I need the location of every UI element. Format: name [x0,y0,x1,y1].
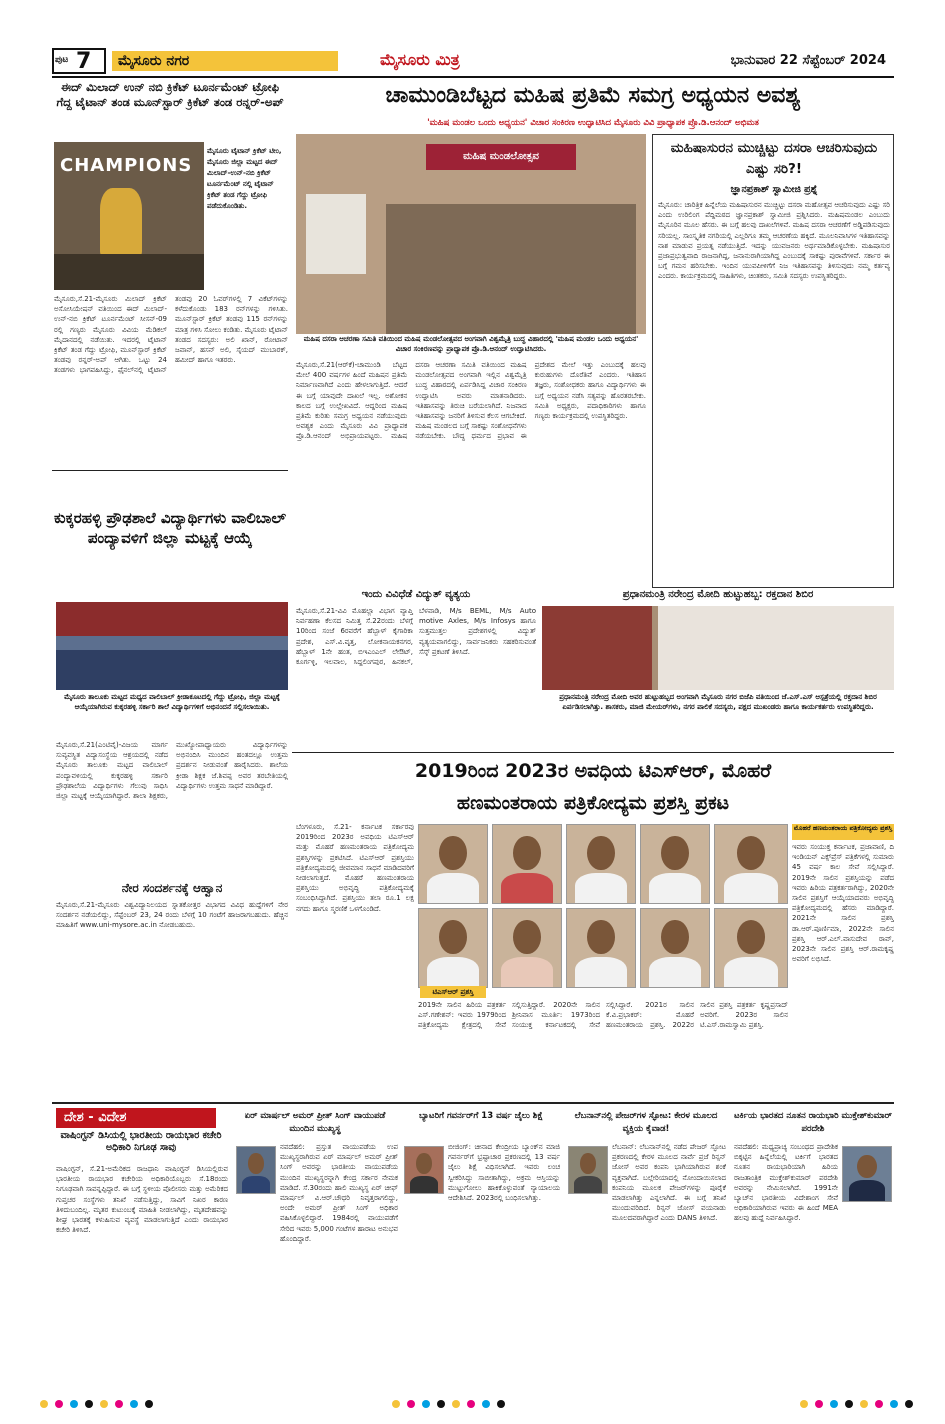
dot-magenta [115,1400,123,1408]
registration-marks-left [40,1400,153,1408]
chamundi-subhead: 'ಮಹಿಷ ಮಂಡಲ ಒಂದು ಅಧ್ಯಯನ' ವಿಚಾರ ಸಂಕಿರಣ ಉದ್ಘಾಟಿಸಿದ ಮೈಸೂರು ವಿವಿ ಪ್ರಾಧ್ಯಾಪಕ ಪ್ರೊ.ಡಿ.ಆನಂದ್ ಅಭಿಮತ [427,118,759,128]
modi-headline: ಪ್ರಧಾನಮಂತ್ರಿ ನರೇಂದ್ರ ಮೋದಿ ಹುಟ್ಟುಹಬ್ಬ: ರಕ್ತದಾನ ಶಿಬಿರ [622,589,814,600]
volleyball-caption: ಮೈಸೂರು ತಾಲೂಕು ಮಟ್ಟದ ಮಧ್ಯದ ವಾಲಿಬಾಲ್ ಕ್ರೀಡಾಕೂಟದಲ್ಲಿ ಗೆದ್ದು ಟ್ರೋಫಿ, ಜಿಲ್ಲಾ ಮಟ್ಟಕ್ಕೆ ಆಯ್ಕೆಯಾಗಿರುವ ಕುಕ್ಕರಹಳ್ಳಿ ಸರ್ಕಾರಿ ಶಾಲೆ ವಿದ್ಯಾರ್ಥಿಗಳಿಗೆ ಅಭಿನಂದನೆ ಸಲ್ಲಿಸಲಾಯಿತು. [64,693,280,711]
desha-videsha-label: ದೇಶ - ವಿದೇಶ [56,1108,216,1128]
photo-students [56,650,288,690]
chamundi-photo [296,134,646,334]
power-body: ಮೈಸೂರು,ಸೆ.21-ವಿವಿ ಮೊಹಲ್ಲಾ ವಿಭಾಗ ವ್ಯಾಪ್ತಿ ನಿರ್ವಹಣಾ ಕೆಲಸದ ನಿಮಿತ್ತ ಸೆ.22ರಂದು ಬೆಳಗ್ಗೆ 10ರಿಂದ ಸಂಜೆ 6ರವರೆಗೆ ಹೆಬ್ಬಾಳ್ ಕೈಗಾರಿಕಾ ಪ್ರದೇಶ, ಎಸ್.ವಿ.ವೃತ್ತ, ಲೋಕನಾಯಕನಗರ, ಹೆಬ್ಬಾಳ್ 1ನೇ ಹಂತ, ಬಿಇಎಂಎಲ್ ಲೇಔಟ್, ಕೂರ್ಗಳ್ಳಿ, ಇಲವಾಲ, ಸಿದ್ದಲಿಂಗಪುರ, ಹಿನಕಲ್, ಬೆಳವಾಡಿ, M/s BEML, M/s Auto motive Axles, M/s Infosys ಹಾಗೂ ಸುತ್ತಮುತ್ತಲ ಪ್ರದೇಶಗಳಲ್ಲಿ ವಿದ್ಯುತ್ ವ್ಯತ್ಯಯವಾಗಲಿದ್ದು, ಸಾರ್ವಜನಿಕರು ಸಹಕರಿಸುವಂತೆ ಸೆಸ್ಕ್ ಪ್ರಕಟಣೆ ತಿಳಿಸಿದೆ. [296,607,536,667]
dot-cyan [482,1400,490,1408]
portrait-5 [418,908,488,988]
column-divider [52,470,288,471]
pager-body: ಲೆಬನಾನ್: ಲೆಬನಾನ್‌ನಲ್ಲಿ ನಡೆದ ಪೇಜರ್ ಸ್ಫೋಟ ಪ್ರಕರಣದಲ್ಲಿ ಕೇರಳ ಮೂಲದ ನಾರ್ವೆ ಪ್ರಜೆ ರಿನ್ಸನ್ ಜೋಸ್ ಅವರ ಕಂಪನಿ ಭಾಗಿಯಾಗಿರುವ ಶಂಕೆ ವ್ಯಕ್ತವಾಗಿದೆ. ಬಲ್ಗೇರಿಯಾದಲ್ಲಿ ನೋಂದಾಯಿಸಲಾದ ಕಂಪನಿಯ ಮೂಲಕ ಪೇಜರ್‌ಗಳನ್ನು ಪೂರೈಕೆ ಮಾಡಲಾಗಿತ್ತು ಎನ್ನಲಾಗಿದೆ. ಈ ಬಗ್ಗೆ ತನಿಖೆ ಮುಂದುವರಿದಿದೆ. ರಿನ್ಸನ್ ಜೋಸ್ ವಯನಾಡು ಮೂಲದವರಾಗಿದ್ದಾರೆ ಎಂದು DANS ತಿಳಿಸಿದೆ. [612,1143,726,1223]
portrait-6 [492,908,562,988]
photo-banner-text: CHAMPIONS [60,155,193,176]
portrait-4 [640,824,710,904]
section-divider [292,752,894,753]
invite-body: ಮೈಸೂರು,ಸೆ.21-ಮೈಸೂರು ವಿಶ್ವವಿದ್ಯಾನಿಲಯದ ಸ್ನಾತಕೋತ್ತರ ವಿಭಾಗದ ವಿವಿಧ ಹುದ್ದೆಗಳಿಗೆ ನೇರ ಸಂದರ್ಶನ ನಡೆಯಲಿದ್ದು, ಸೆಪ್ಟೆಂಬರ್ 23, 24 ರಂದು ಬೆಳಗ್ಗೆ 10 ಗಂಟೆಗೆ ಹಾಜರಾಗಬಹುದು. ಹೆಚ್ಚಿನ ಮಾಹಿತಿಗೆ www.uni-mysore.ac.in ನೋಡಬಹುದು. [56,901,288,930]
dot-magenta [875,1400,883,1408]
airforce-body: ನವದೆಹಲಿ: ಪ್ರಸ್ತುತ ವಾಯುಪಡೆಯ ಉಪ ಮುಖ್ಯಸ್ಥರಾಗಿರುವ ಏರ್ ಮಾರ್ಷಲ್ ಅಮರ್ ಪ್ರೀತ್ ಸಿಂಗ್ ಅವರನ್ನು ಭಾರತೀಯ ವಾಯುಪಡೆಯ ಮುಂದಿನ ಮುಖ್ಯಸ್ಥರನ್ನಾಗಿ ಕೇಂದ್ರ ಸರ್ಕಾರ ನೇಮಕ ಮಾಡಿದೆ. ಸೆ.30ರಂದು ಹಾಲಿ ಮುಖ್ಯಸ್ಥ ಏರ್ ಚೀಫ್ ಮಾರ್ಷಲ್ ವಿ.ಆರ್.ಚೌಧರಿ ನಿವೃತ್ತರಾಗಲಿದ್ದು, ಅಂದೇ ಅಮರ್ ಪ್ರೀತ್ ಸಿಂಗ್ ಅಧಿಕಾರ ವಹಿಸಿಕೊಳ್ಳಲಿದ್ದಾರೆ. 1984ರಲ್ಲಿ ವಾಯುಪಡೆಗೆ ಸೇರಿದ ಇವರು 5,000 ಗಂಟೆಗಳ ಹಾರಾಟ ಅನುಭವ ಹೊಂದಿದ್ದಾರೆ. [280,1143,398,1243]
cricket-headline: ಈದ್ ಮಿಲಾದ್ ಉನ್ ನಬಿ ಕ್ರಿಕೆಟ್ ಟೂರ್ನಮೆಂಟ್ ಟ್ರೋಫಿ ಗೆದ್ದ ಟೈಟಾನ್ ತಂಡ ಮೂನ್‌ಸ್ಟಾರ್ ಕ್ರಿಕೆಟ್ ತಂಡ ರನ್ನರ್-ಅಪ್ [56,80,284,109]
dot-black [437,1400,445,1408]
photo-background [56,602,288,636]
dot-black [845,1400,853,1408]
portrait-1 [418,824,488,904]
bottom-rule [52,1102,894,1104]
invite-headline: ನೇರ ಸಂದರ್ಶನಕ್ಕೆ ಆಹ್ವಾನ [121,881,223,895]
dot-yellow [100,1400,108,1408]
dot-cyan [130,1400,138,1408]
turkey-portrait [842,1146,892,1202]
chamundi-caption: ಮಹಿಷ ದಸರಾ ಆಚರಣಾ ಸಮಿತಿ ವತಿಯಿಂದ ಮಹಿಷ ಮಂಡಲೋತ್ಸವದ ಅಂಗವಾಗಿ ವಿಶ್ವಮೈತ್ರಿ ಬುದ್ಧ ವಿಹಾರದಲ್ಲಿ 'ಮಹಿಷ ಮಂಡಲ ಒಂದು ಅಧ್ಯಯನ' ವಿಚಾರ ಸಂಕಿರಣವನ್ನು ಪ್ರಾಧ್ಯಾಪಕ ಪ್ರೊ.ಡಿ.ಆನಂದ್ ಉದ್ಘಾಟಿಸಿದರು. [303,335,639,353]
dot-black [497,1400,505,1408]
embassy-body: ವಾಷಿಂಗ್ಟನ್, ಸೆ.21-ಅಮೆರಿಕದ ರಾಜಧಾನಿ ವಾಷಿಂಗ್ಟನ್ ಡಿಸಿಯಲ್ಲಿರುವ ಭಾರತೀಯ ರಾಯಭಾರ ಕಚೇರಿಯ ಅಧಿಕಾರಿಯೊಬ್ಬರು ಸೆ.18ರಂದು ನಿಗೂಢವಾಗಿ ಸಾವನ್ನಪ್ಪಿದ್ದಾರೆ. ಈ ಬಗ್ಗೆ ಸ್ಥಳೀಯ ಪೊಲೀಸರು ಮತ್ತು ಅಮೆರಿಕದ ಗುಪ್ತಚರ ಸಂಸ್ಥೆಗಳು ತನಿಖೆ ನಡೆಸುತ್ತಿದ್ದು, ಸಾವಿಗೆ ನಿಖರ ಕಾರಣ ತಿಳಿದುಬಂದಿಲ್ಲ. ಮೃತರ ಕುಟುಂಬಕ್ಕೆ ಮಾಹಿತಿ ನೀಡಲಾಗಿದ್ದು, ಮೃತದೇಹವನ್ನು ಶೀಘ್ರ ಭಾರತಕ್ಕೆ ಕಳುಹಿಸುವ ವ್ಯವಸ್ಥೆ ಮಾಡಲಾಗುತ್ತಿದೆ ಎಂದು ರಾಯಭಾರ ಕಚೇರಿ ತಿಳಿಸಿದೆ. [56,1165,228,1235]
issue-date: ಭಾನುವಾರ 22 ಸೆಪ್ಟೆಂಬರ್ 2024 [730,53,886,68]
dot-black [145,1400,153,1408]
dot-magenta [467,1400,475,1408]
tsr-award-tag: ಟಿಎಸ್‌ಆರ್ ಪ್ರಶಸ್ತಿ [420,986,486,998]
dot-yellow [800,1400,808,1408]
portrait-2 [492,824,562,904]
award-headline-line2: ಹಣಮಂತರಾಯ ಪತ್ರಿಕೋದ್ಯಮ ಪ್ರಶಸ್ತಿ ಪ್ರಕಟ [456,792,730,814]
dot-yellow [392,1400,400,1408]
dot-yellow [860,1400,868,1408]
turkey-body: ನವದೆಹಲಿ: ಮಧ್ಯಪ್ರಾಚ್ಯ ಸಂಬಂಧದ ಪ್ರಾದೇಶಿಕ ಬಿಕ್ಕಟ್ಟಿನ ಹಿನ್ನೆಲೆಯಲ್ಲಿ ಟರ್ಕಿಗೆ ಭಾರತದ ನೂತನ ರಾಯಭಾರಿಯಾಗಿ ಹಿರಿಯ ರಾಜತಾಂತ್ರಿಕ ಮುಕ್ತೇಶ್‌ಕುಮಾರ್ ಪರದೇಶಿ ಅವರನ್ನು ನೇಮಿಸಲಾಗಿದೆ. 1991ನೇ ಬ್ಯಾಚ್‌ನ ಭಾರತೀಯ ವಿದೇಶಾಂಗ ಸೇವೆ ಅಧಿಕಾರಿಯಾಗಿರುವ ಇವರು ಈ ಹಿಂದೆ MEA ಹಲವು ಹುದ್ದೆ ನಿರ್ವಹಿಸಿದ್ದಾರೆ. [734,1143,838,1223]
award-body-right: ಇವರು ಸಂಯುಕ್ತ ಕರ್ನಾಟಕ, ಪ್ರಜಾವಾಣಿ, ದಿ ಇಂಡಿಯನ್ ಎಕ್ಸ್‌ಪ್ರೆಸ್ ಪತ್ರಿಕೆಗಳಲ್ಲಿ ಸುಮಾರು 45 ವರ್ಷ ಕಾಲ ಸೇವೆ ಸಲ್ಲಿಸಿದ್ದಾರೆ. 2019ನೇ ಸಾಲಿನ ಪ್ರಶಸ್ತಿಯನ್ನು ಪಡೆದ ಇವರು ಹಿರಿಯ ಪತ್ರಕರ್ತರಾಗಿದ್ದು, 2020ನೇ ಸಾಲಿನ ಪ್ರಶಸ್ತಿಗೆ ಆಯ್ಕೆಯಾದವರು ಅಭಿವೃದ್ಧಿ ಪತ್ರಿಕೋದ್ಯಮದಲ್ಲಿ ಹೆಸರು ಮಾಡಿದ್ದಾರೆ. 2021ನೇ ಸಾಲಿನ ಪ್ರಶಸ್ತಿ ಡಾ.ಆರ್.ಪೂರ್ಣಿಮಾ, 2022ನೇ ಸಾಲಿನ ಪ್ರಶಸ್ತಿ ಆರ್.ಎಲ್.ವಾಸುದೇವ ರಾವ್, 2023ನೇ ಸಾಲಿನ ಪ್ರಶಸ್ತಿ ಆರ್.ರಾಮಕೃಷ್ಣ ಅವರಿಗೆ ಲಭಿಸಿದೆ. [792,843,894,964]
airforce-headline: ಏರ್ ಮಾರ್ಷಲ್ ಅಮರ್ ಪ್ರೀತ್ ಸಿಂಗ್ ವಾಯುಪಡೆ ಮುಂದಿನ ಮುಖ್ಯಸ್ಥ [244,1111,386,1134]
dot-magenta [407,1400,415,1408]
power-headline: ಇಂದು ವಿವಿಧೆಡೆ ವಿದ್ಯುತ್ ವ್ಯತ್ಯಯ [361,589,471,600]
award-bottom-text: 2019ನೇ ಸಾಲಿನ ಹಿರಿಯ ಪತ್ರಕರ್ತ ಎಸ್.ಗಣೇಶನ್: ಇವರು 1979ರಿಂದ ಪತ್ರಿಕೋದ್ಯಮ ಕ್ಷೇತ್ರದಲ್ಲಿ ಸೇವೆ ಸಲ್ಲಿಸುತ್ತಿದ್ದಾರೆ. 2020ನೇ ಸಾಲಿನ ಶ್ರೀನಿವಾಸ ಮೂರ್ತಿ: 1973ರಿಂದ ಸಂಯುಕ್ತ ಕರ್ನಾಟಕದಲ್ಲಿ ಸೇವೆ ಸಲ್ಲಿಸಿದ್ದಾರೆ. 2021ರ ಸಾಲಿನ ಕೆ.ವಿ.ಪ್ರಭಾಕರ್: ಮೊಹರೆ ಹಣಮಂತರಾಯ ಪ್ರಶಸ್ತಿ. 2022ರ ಸಾಲಿನ ಪ್ರಶಸ್ತಿ ಪತ್ರಕರ್ತ ಕೃಷ್ಣಪ್ರಸಾದ್ ಅವರಿಗೆ. 2023ರ ಸಾಲಿನ ಟಿ.ಎಸ್.ರಾಮಸ್ವಾಮಿ ಪ್ರಶಸ್ತಿ. [418,1001,788,1030]
dot-yellow [40,1400,48,1408]
page-number-box [52,48,106,74]
dot-cyan [890,1400,898,1408]
dot-cyan [422,1400,430,1408]
portrait-8 [640,908,710,988]
dot-yellow [452,1400,460,1408]
header-rule [52,76,894,78]
china-body: ಬೀಜಿಂಗ್: ಚೀನಾದ ಕೇಂದ್ರೀಯ ಬ್ಯಾಂಕ್‌ನ ಮಾಜಿ ಗವರ್ನರ್‌ಗೆ ಭ್ರಷ್ಟಾಚಾರ ಪ್ರಕರಣದಲ್ಲಿ 13 ವರ್ಷ ಜೈಲು ಶಿಕ್ಷೆ ವಿಧಿಸಲಾಗಿದೆ. ಇವರು ಲಂಚ ಸ್ವೀಕರಿಸಿದ್ದು ಸಾಬೀತಾಗಿದ್ದು, ಅಕ್ರಮ ಆಸ್ತಿಯನ್ನು ಮುಟ್ಟುಗೋಲು ಹಾಕಿಕೊಳ್ಳುವಂತೆ ನ್ಯಾಯಾಲಯ ಆದೇಶಿಸಿದೆ. 2023ರಲ್ಲಿ ಬಂಧಿಸಲಾಗಿತ್ತು. [448,1143,560,1203]
volleyball-body: ಮೈಸೂರು,ಸೆ.21(ಎಂಟಿವೈ)-ವಿಜಯ ಮಾರ್ಗ ಸುವ್ಯವಸ್ಥಿತ ವಿದ್ಯಾಸಂಸ್ಥೆಯ ಆಶ್ರಯದಲ್ಲಿ ನಡೆದ ಮೈಸೂರು ತಾಲೂಕು ಮಟ್ಟದ ವಾಲಿಬಾಲ್ ಪಂದ್ಯಾವಳಿಯಲ್ಲಿ ಕುಕ್ಕರಹಳ್ಳಿ ಸರ್ಕಾರಿ ಪ್ರೌಢಶಾಲೆಯ ವಿದ್ಯಾರ್ಥಿಗಳು ಗೆಲುವು ಸಾಧಿಸಿ ಜಿಲ್ಲಾ ಮಟ್ಟಕ್ಕೆ ಆಯ್ಕೆಯಾಗಿದ್ದಾರೆ. ಶಾಲಾ ಶಿಕ್ಷಕರು, ಮುಖ್ಯೋಪಾಧ್ಯಾಯರು ವಿದ್ಯಾರ್ಥಿಗಳನ್ನು ಅಭಿನಂದಿಸಿ ಮುಂದಿನ ಹಂತದಲ್ಲೂ ಉತ್ತಮ ಪ್ರದರ್ಶನ ನೀಡುವಂತೆ ಹಾರೈಸಿದರು. ಶಾಲೆಯ ಕ್ರೀಡಾ ಶಿಕ್ಷಕ ಜೆ.ಶಿವಪ್ಪ ಅವರ ತರಬೇತಿಯಲ್ಲಿ ವಿದ್ಯಾರ್ಥಿಗಳು ಉತ್ತಮ ಸಾಧನೆ ಮಾಡಿದ್ದಾರೆ. [56,741,288,801]
award-headline-line1: 2019ರಿಂದ 2023ರ ಅವಧಿಯ ಟಿಎಸ್‌ಆರ್, ಮೊಹರೆ [414,760,772,782]
group-of-people [386,204,636,334]
modi-caption: ಪ್ರಧಾನಮಂತ್ರಿ ನರೇಂದ್ರ ಮೋದಿ ಅವರ ಹುಟ್ಟುಹಬ್ಬದ ಅಂಗವಾಗಿ ಮೈಸೂರು ನಗರ ಬಿಜೆಪಿ ವತಿಯಿಂದ ಜೆ.ಎಸ್.ಎಸ್ ಆಸ್ಪತ್ರೆಯಲ್ಲಿ ರಕ್ತದಾನ ಶಿಬಿರ ಏರ್ಪಡಿಸಲಾಗಿತ್ತು. ಶಾಸಕರು, ಮಾಜಿ ಮೇಯರ್‌ಗಳು, ನಗರ ಪಾಲಿಕೆ ಸದಸ್ಯರು, ಪಕ್ಷದ ಮುಖಂಡರು ಹಾಗೂ ಕಾರ್ಯಕರ್ತರು ಉಪಸ್ಥಿತರಿದ್ದರು. [559,693,877,711]
volleyball-photo [56,602,288,690]
chamundi-headline: ಚಾಮುಂಡಿಬೆಟ್ಟದ ಮಹಿಷ ಪ್ರತಿಮೆ ಸಮಗ್ರ ಅಧ್ಯಯನ ಅವಶ್ಯ [385,83,801,108]
dot-black [85,1400,93,1408]
embassy-headline: ವಾಷಿಂಗ್ಟನ್ ಡಿಸಿಯಲ್ಲಿ ಭಾರತೀಯ ರಾಯಭಾರ ಕಚೇರಿ ಅಧಿಕಾರಿ ನಿಗೂಢ ಸಾವು [60,1130,222,1153]
photo-left-panel [542,606,652,690]
mahisha-byline: ಜ್ಞಾನಪ್ರಕಾಶ್ ಸ್ವಾಮೀಜಿ ಪ್ರಶ್ನೆ [730,184,818,195]
china-portrait [404,1146,444,1194]
portrait-3 [566,824,636,904]
turkey-headline: ಟರ್ಕಿಯ ಭಾರತದ ನೂತನ ರಾಯಭಾರಿ ಮುಕ್ತೇಶ್‌ಕುಮಾರ್ ಪರದೇಶಿ [734,1111,892,1134]
pager-portrait [568,1146,608,1194]
trophy-icon [100,188,142,258]
registration-marks-center [392,1400,505,1408]
pager-headline: ಲೆಬನಾನ್‌ನಲ್ಲಿ ಪೇಜರ್‌ಗಳ ಸ್ಫೋಟ: ಕೇರಳ ಮೂಲದ ವ್ಯಕ್ತಿಯ ಕೈವಾಡ! [574,1111,718,1134]
dot-black [905,1400,913,1408]
china-headline: ಬ್ಯಾಟರಿಗೆ ಗವರ್ನರ್‌ಗೆ 13 ವರ್ಷ ಜೈಲು ಶಿಕ್ಷೆ [419,1111,543,1121]
portrait-10 [714,824,788,904]
registration-marks-right [800,1400,913,1408]
dot-magenta [815,1400,823,1408]
paper-name: ಮೈಸೂರು ಮಿತ್ರ [380,50,460,69]
page-number: 7 [76,49,92,74]
modi-photo [542,606,894,690]
photo-banner-text: ಮಹಿಷ ಮಂಡಲೋತ್ಸವ [426,144,576,170]
chamundi-body: ಮೈಸೂರು,ಸೆ.21(ಆರ್‌ಕೆ)-ಚಾಮುಂಡಿ ಬೆಟ್ಟದ ಮೇಲೆ 400 ವರ್ಷಗಳ ಹಿಂದೆ ಮಹಿಷನ ಪ್ರತಿಮೆ ನಿರ್ಮಾಣವಾಗಿದೆ ಎಂದು ಹೇಳಲಾಗುತ್ತಿದೆ. ಆದರೆ ಈ ಬಗ್ಗೆ ಯಾವುದೇ ದಾಖಲೆ ಇಲ್ಲ. ಅಶೋಕನ ಕಾಲದ ಬಗ್ಗೆ ಉಲ್ಲೇಖವಿದೆ. ಆದ್ದರಿಂದ ಮಹಿಷ ಪ್ರತಿಮೆ ಕುರಿತು ಸಮಗ್ರ ಅಧ್ಯಯನ ನಡೆಯುವುದು ಅವಶ್ಯಕ ಎಂದು ಮೈಸೂರು ವಿವಿ ಪ್ರಾಧ್ಯಾಪಕ ಪ್ರೊ.ಡಿ.ಆನಂದ್ ಅಭಿಪ್ರಾಯಪಟ್ಟರು. ಮಹಿಷ ದಸರಾ ಆಚರಣಾ ಸಮಿತಿ ವತಿಯಿಂದ ಮಹಿಷ ಮಂಡಲೋತ್ಸವದ ಅಂಗವಾಗಿ ಇಲ್ಲಿನ ವಿಶ್ವಮೈತ್ರಿ ಬುದ್ಧ ವಿಹಾರದಲ್ಲಿ ಏರ್ಪಡಿಸಿದ್ದ ವಿಚಾರ ಸಂಕಿರಣ ಉದ್ಘಾಟಿಸಿ ಅವರು ಮಾತನಾಡಿದರು. ಇತಿಹಾಸವನ್ನು ತಿರುಚಿ ಬರೆಯಲಾಗಿದೆ. ನಿಜವಾದ ಇತಿಹಾಸವನ್ನು ಜನರಿಗೆ ತಿಳಿಸುವ ಕೆಲಸ ಆಗಬೇಕಿದೆ. ಮಹಿಷ ಮಂಡಲದ ಬಗ್ಗೆ ಸಾಕಷ್ಟು ಸಂಶೋಧನೆಗಳು ನಡೆಯಬೇಕು. ಬೌದ್ಧ ಧರ್ಮದ ಪ್ರಭಾವ ಈ ಪ್ರದೇಶದ ಮೇಲೆ ಇತ್ತು ಎಂಬುದಕ್ಕೆ ಹಲವು ಕುರುಹುಗಳು ದೊರೆತಿವೆ ಎಂದರು. ಇತಿಹಾಸ ತಜ್ಞರು, ಸಂಶೋಧಕರು ಹಾಗೂ ವಿದ್ಯಾರ್ಥಿಗಳು ಈ ಬಗ್ಗೆ ಅಧ್ಯಯನ ನಡೆಸಿ ಸತ್ಯವನ್ನು ಹೊರತರಬೇಕು. ಸಮಿತಿ ಅಧ್ಯಕ್ಷರು, ಪದಾಧಿಕಾರಿಗಳು ಹಾಗೂ ಗಣ್ಯರು ಕಾರ್ಯಕ್ರಮದಲ್ಲಿ ಉಪಸ್ಥಿತರಿದ್ದರು. [296,361,646,441]
portrait-frame [306,194,366,274]
section-title: ಮೈಸೂರು ನಗರ [112,51,338,71]
cricket-body: ಮೈಸೂರು,ಸೆ.21-ಮೈಸೂರು ಮಿಲಾದ್ ಕ್ರಿಕೆಟ್ ಅಸೋಸಿಯೇಷನ್ ವತಿಯಿಂದ ಈದ್ ಮಿಲಾದ್-ಉನ್-ನಬಿ ಕ್ರಿಕೆಟ್ ಟೂರ್ನಮೆಂಟ್ ಸೀಸನ್-09 ರಲ್ಲಿ ಗಣ್ಯರು ಮೈಸೂರು ವಿವಿಯ ಮೆಡಿಕಲ್ ಮೈದಾನದಲ್ಲಿ ನಡೆಯಿತು. ಇದರಲ್ಲಿ ಟೈಟಾನ್ ಕ್ರಿಕೆಟ್ ತಂಡ ಗೆದ್ದು ಟ್ರೋಫಿ, ಮೂನ್‌ಸ್ಟಾರ್ ಕ್ರಿಕೆಟ್ ತಂಡವು ರನ್ನರ್-ಅಪ್ ಆಗಿತು. ಒಟ್ಟು 24 ತಂಡಗಳು ಭಾಗವಹಿಸಿದ್ದು, ಫೈನಲ್‌ನಲ್ಲಿ ಟೈಟಾನ್ ತಂಡವು 20 ಓವರ್‌ಗಳಲ್ಲಿ 7 ವಿಕೆಟ್‌ಗಳನ್ನು ಕಳೆದುಕೊಂಡು 183 ರನ್‌ಗಳನ್ನು ಗಳಿಸಿತು. ಮೂನ್‌ಸ್ಟಾರ್ ಕ್ರಿಕೆಟ್ ತಂಡವು 115 ರನ್‌ಗಳನ್ನು ಮಾತ್ರ ಗಳಿಸಿ ಸೋಲು ಕಂಡಿತು. ಮೈಸೂರು ಟೈಟಾನ್ ತಂಡದ ಸದಸ್ಯರು: ಅಲಿ ಖಾನ್, ರೋಟಾನ್ ಜವಾನ್, ಹಸನ್ ಅಲಿ, ಸೈಯದ್ ಮುಬಾರಕ್, ಹಮೀದ್ ಹಾಗೂ ಇತರರು. [54,295,288,375]
portrait-7 [566,908,636,988]
mahisha-headline: ಮಹಿಷಾಸುರನ ಮುಚ್ಚಿಟ್ಟು ದಸರಾ ಆಚರಿಸುವುದು ಎಷ್ಟು ಸರಿ?! [670,140,878,177]
page-header [52,48,894,74]
cricket-photo [54,142,204,290]
mohare-award-tag: ಮೊಹರೆ ಹಣಮಂತರಾಯ ಪತ್ರಿಕೋದ್ಯಮ ಪ್ರಶಸ್ತಿ [792,824,894,840]
dot-magenta [55,1400,63,1408]
mahisha-body: ಮೈಸೂರು: ಚಾರಿತ್ರಿಕ ಹಿನ್ನೆಲೆಯ ಮಹಿಷಾಸುರನ ಮುಚ್ಚಿಟ್ಟು ದಸರಾ ಮಹೋತ್ಸವ ಆಚರಿಸುವುದು ಎಷ್ಟು ಸರಿ ಎಂದು ಉರಿಲಿಂಗ ಪೆದ್ದಿಮಠದ ಜ್ಞಾನಪ್ರಕಾಶ್ ಸ್ವಾಮೀಜಿ ಪ್ರಶ್ನಿಸಿದರು. ಮಹಿಷಮಂಡಲ ಎಂಬುದು ಮೈಸೂರಿನ ಮೂಲ ಹೆಸರು. ಈ ಬಗ್ಗೆ ಹಲವು ದಾಖಲೆಗಳಿವೆ. ಮಹಿಷ ದಸರಾ ಆಚರಣೆಗೆ ಅಡ್ಡಿಪಡಿಸುವುದು ಸರಿಯಲ್ಲ. ಸಾಂಸ್ಕೃತಿಕ ನಗರಿಯಲ್ಲಿ ಎಲ್ಲರಿಗೂ ತಮ್ಮ ಆಚರಣೆಯ ಹಕ್ಕಿದೆ. ಮೂಲನಿವಾಸಿಗಳ ಇತಿಹಾಸವನ್ನು ನಾಶ ಮಾಡುವ ಪ್ರಯತ್ನ ನಡೆಯುತ್ತಿದೆ. ಇದನ್ನು ಯುವಜನರು ಅರ್ಥಮಾಡಿಕೊಳ್ಳಬೇಕು. ಮಹಿಷಾಸುರ ಪ್ರಜಾಪ್ರಭುತ್ವವಾದಿ ರಾಜನಾಗಿದ್ದ, ಜನಾನುರಾಗಿಯಾಗಿದ್ದ ಎಂಬುದಕ್ಕೆ ಸಾಕಷ್ಟು ಪುರಾವೆಗಳಿವೆ. ಸರ್ಕಾರ ಈ ಬಗ್ಗೆ ಗಮನ ಹರಿಸಬೇಕು. ಇಂದಿನ ಯುವಪೀಳಿಗೆಗೆ ನಿಜ ಇತಿಹಾಸವನ್ನು ತಿಳಿಸುವುದು ನಮ್ಮ ಕರ್ತವ್ಯ ಎಂದರು. ಕಾರ್ಯಕ್ರಮದಲ್ಲಿ ಸಾಹಿತಿಗಳು, ಚಿಂತಕರು, ಸಮಿತಿ ಸದಸ್ಯರು ಉಪಸ್ಥಿತರಿದ್ದರು. [658,201,890,281]
page-label: ಪುಟ [55,55,69,65]
award-body-left: ಬೆಂಗಳೂರು, ಸೆ.21- ಕರ್ನಾಟಕ ಸರ್ಕಾರವು 2019ರಿಂದ 2023ರ ಅವಧಿಯ ಟಿಎಸ್‌ಆರ್ ಮತ್ತು ಮೊಹರೆ ಹಣಮಂತರಾಯ ಪತ್ರಿಕೋದ್ಯಮ ಪ್ರಶಸ್ತಿಗಳನ್ನು ಪ್ರಕಟಿಸಿದೆ. ಟಿಎಸ್‌ಆರ್ ಪ್ರಶಸ್ತಿಯು ಪತ್ರಿಕೋದ್ಯಮದಲ್ಲಿ ಜೀವಮಾನ ಸಾಧನೆ ಮಾಡಿದವರಿಗೆ ನೀಡಲಾಗುತ್ತದೆ. ಮೊಹರೆ ಹಣಮಂತರಾಯ ಪ್ರಶಸ್ತಿಯು ಅಭಿವೃದ್ಧಿ ಪತ್ರಿಕೋದ್ಯಮಕ್ಕೆ ಸಂಬಂಧಿಸಿದ್ದಾಗಿದೆ. ಪ್ರಶಸ್ತಿಯು ತಲಾ ರೂ.1 ಲಕ್ಷ ನಗದು ಹಾಗೂ ಸ್ಮರಣಿಕೆ ಒಳಗೊಂಡಿದೆ. [296,823,414,913]
dot-cyan [830,1400,838,1408]
airforce-portrait [236,1146,276,1194]
dot-cyan [70,1400,78,1408]
crowd-shape [54,254,204,290]
portrait-9 [714,908,788,988]
volleyball-headline: ಕುಕ್ಕರಹಳ್ಳಿ ಪ್ರೌಢಶಾಲೆ ವಿದ್ಯಾರ್ಥಿಗಳು ವಾಲಿಬಾಲ್ ಪಂದ್ಯಾವಳಿಗೆ ಜಿಲ್ಲಾ ಮಟ್ಟಕ್ಕೆ ಆಯ್ಕೆ [54,509,286,547]
cricket-side-caption: ಮೈಸೂರು ಟೈಟಾನ್ ಕ್ರಿಕೆಟ್ ಟೀಂ, ಮೈಸೂರು ಜಿಲ್ಲಾ ಮಟ್ಟದ ಈದ್ ಮಿಲಾದ್-ಉನ್-ನಬಿ ಕ್ರಿಕೆಟ್ ಟೂರ್ನಮೆಂಟ್ ನಲ್ಲಿ ಟೈಟಾನ್ ಕ್ರಿಕೆಟ್ ತಂಡ ಗೆದ್ದು ಟ್ರೋಫಿ ಪಡೆದುಕೊಂಡಿತು. [207,147,282,210]
photo-right-panel [658,606,894,690]
